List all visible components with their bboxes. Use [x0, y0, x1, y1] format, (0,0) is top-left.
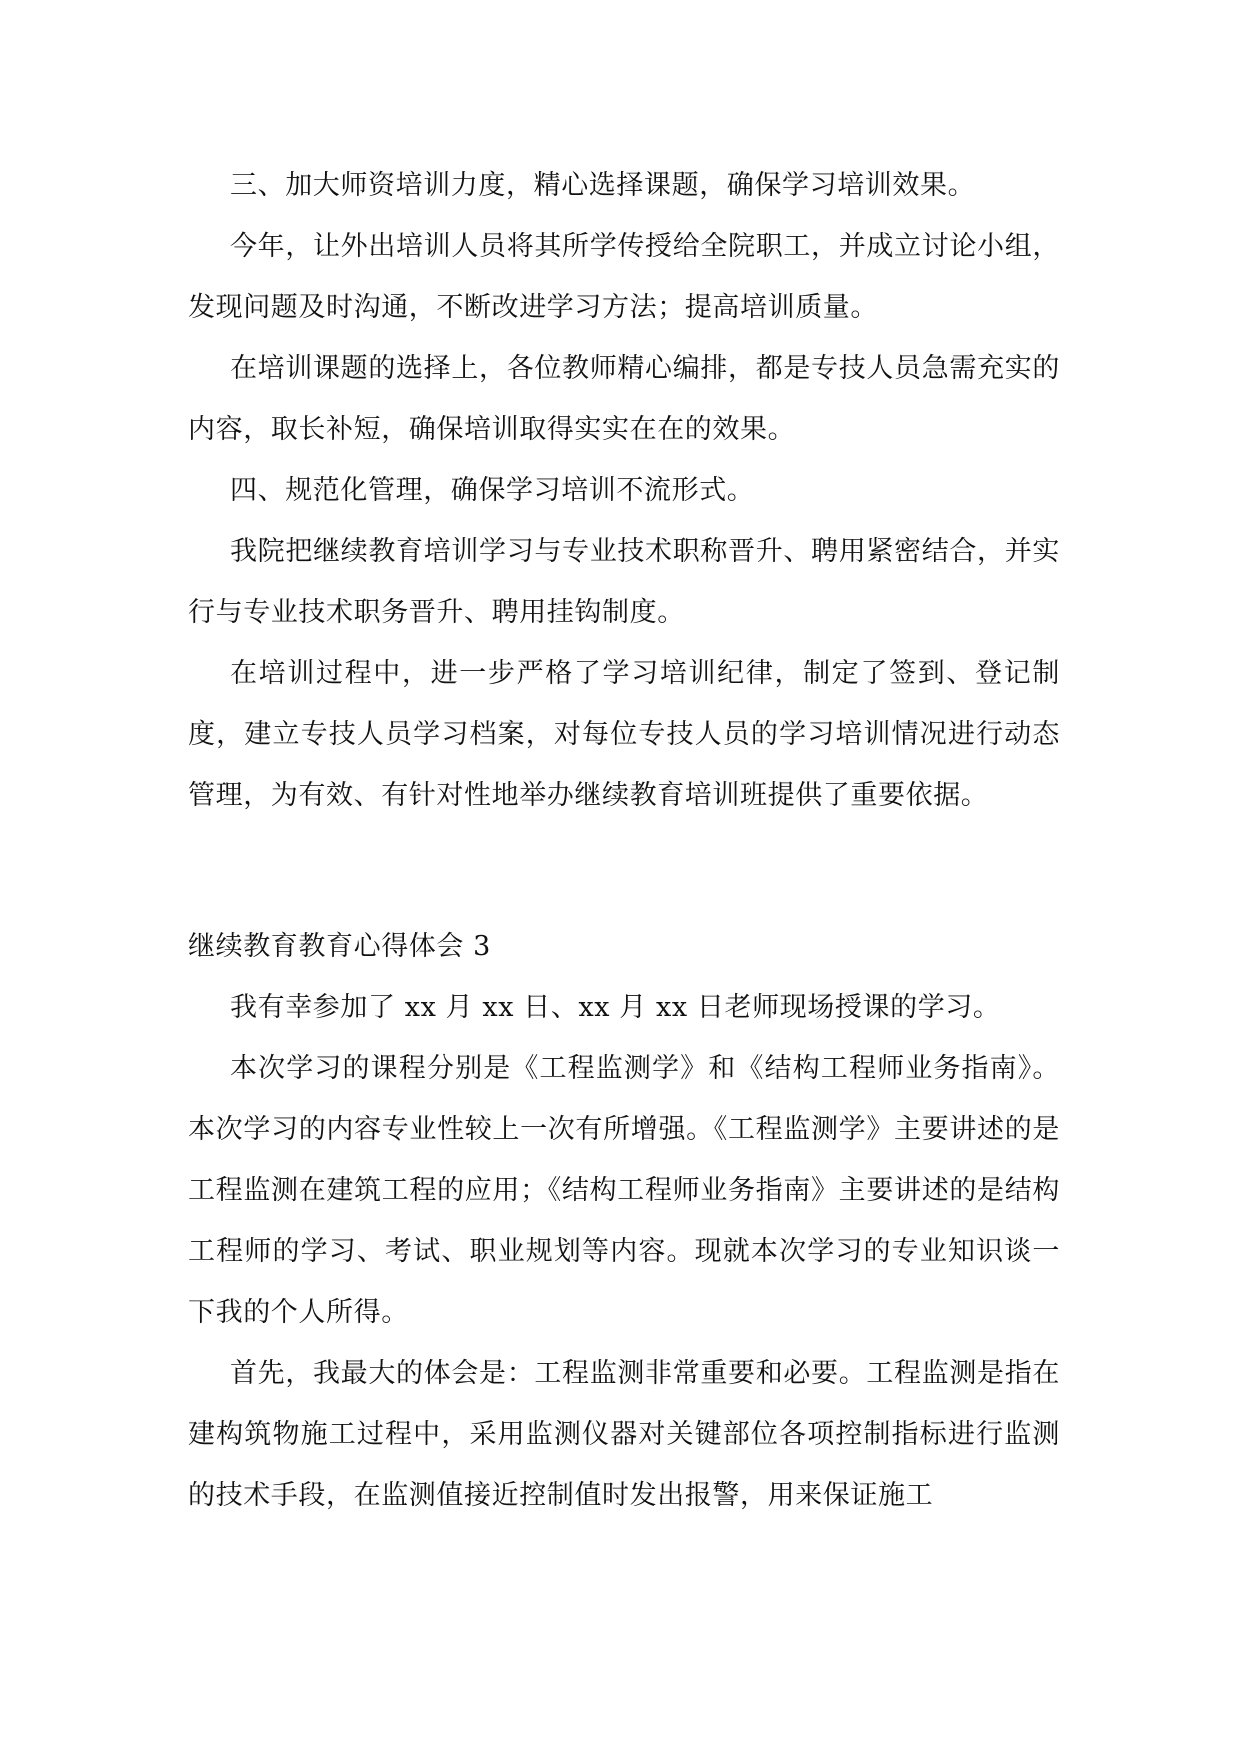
heading-four: 四、规范化管理，确保学习培训不流形式。	[230, 475, 755, 506]
paragraph: 今年，让外出培训人员将其所学传授给全院职工，并成立讨论小组，发现问题及时沟通，不断改进学习方法；提高培训质量。	[188, 231, 1060, 323]
section-title: 继续教育教育心得体会 3	[188, 931, 491, 962]
document-body	[188, 155, 1060, 1526]
paragraph: 在培训过程中，进一步严格了学习培训纪律，制定了签到、登记制度，建立专技人员学习档案，对每位专技人员的学习培训情况进行动态管理，为有效、有针对性地举办继续教育培训班提供了重要依据。	[188, 658, 1060, 811]
paragraph: 我院把继续教育培训学习与专业技术职称晋升、聘用紧密结合，并实行与专业技术职务晋升、聘用挂钩制度。	[188, 536, 1060, 628]
paragraph: 首先，我最大的体会是：工程监测非常重要和必要。工程监测是指在建构筑物施工过程中，采用监测仪器对关键部位各项控制指标进行监测的技术手段，在监测值接近控制值时发出报警，用来保证施工	[188, 1358, 1060, 1511]
paragraph: 在培训课题的选择上，各位教师精心编排，都是专技人员急需充实的内容，取长补短，确保培训取得实实在在的效果。	[188, 353, 1060, 445]
paragraph: 我有幸参加了 xx 月 xx 日、xx 月 xx 日老师现场授课的学习。	[230, 992, 1001, 1023]
heading-three: 三、加大师资培训力度，精心选择课题，确保学习培训效果。	[230, 170, 976, 201]
paragraph: 本次学习的课程分别是《工程监测学》和《结构工程师业务指南》。本次学习的内容专业性较上一次有所增强。《工程监测学》主要讲述的是工程监测在建筑工程的应用；《结构工程师业务指南》主要讲述的是结构工程师的学习、考试、职业规划等内容。现就本次学习的专业知识谈一下我的个人所得。	[188, 1053, 1060, 1328]
